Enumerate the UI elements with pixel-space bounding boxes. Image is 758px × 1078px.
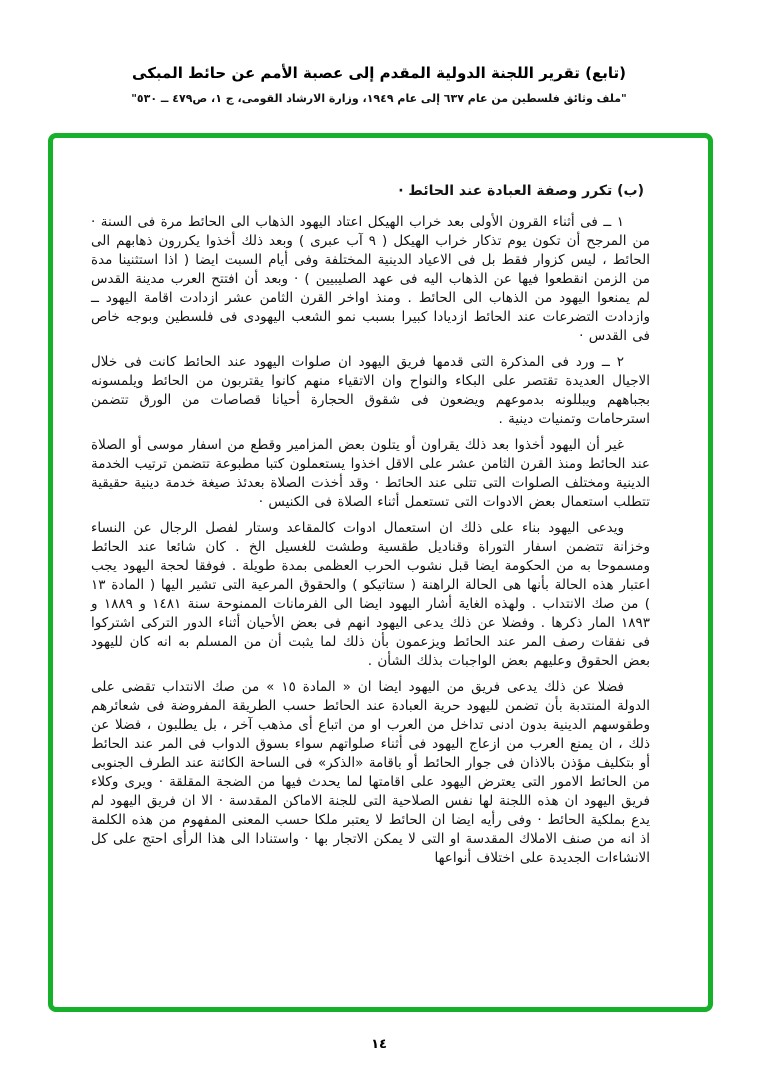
body-paragraph-5: فضلا عن ذلك يدعى فريق من اليهود ايضا ان « المادة ١٥ » من صك الانتداب تقضى على الدولة المنتدبة بأن تضمن لليهود حرية العبادة عند الحائط حسب الطريقة المفروضة فى شعائرهم وطقوسهم الدينية بدون ادنى تداخل من العرب او من اتباع أى مذهب آخر ، بل يطلبون ، فضلا عن ذلك ، ان يمنع العرب من ازعاج اليهود فى أثناء صلواتهم سواء بسوق الدواب فى المر عند الحائط أو بتكليف مؤذن بالاذان فى جوار الحائط أو باقامة «الذكر» فى الساحة الكائنة عند الطرف الجنوبى من الحائط الامور التى يعترض اليهود على اقامتها لما يحدث فيها من الضجة المقلقة · ويرى وكلاء فريق اليهود ان هذه اللجنة لها نفس الصلاحية التى للجنة الاماكن المقدسة · الا ان فريق اليهود لم يدع بملكية الحائط · وفى رأيه ايضا ان الحائط لا يعتبر ملكا حسب المعنى المفهوم من هذه الكلمة اذ انه من صنف الاملاك المقدسة او التى لا يمكن الاتجار بها · واستنادا الى هذا الرأى احتج على كل الانشاءات الجديدة على اختلاف أنواعها	[91, 679, 650, 866]
section-heading: (ب) تكرر وصفة العبادة عند الحائط ·	[398, 183, 644, 199]
document-source-line: "ملف وثائق فلسطين من عام ٦٣٧ إلى عام ١٩٤٩، وزارة الارشاد القومى، ج ١، ص٤٧٩ ــ ٥٣٠"	[131, 92, 627, 105]
page-number: ١٤	[371, 1037, 387, 1052]
page-header	[0, 64, 758, 105]
body-paragraph-3: غير أن اليهود أخذوا بعد ذلك يقراون أو يتلون بعض المزامير وقطع من اسفار موسى أو الصلاة عند الحائط ومنذ القرن الثامن عشر على الاقل اخذوا يستعملون كتبا مطبوعة تتضمن ترتيب الخدمة الدينية ومختلف الصلوات التى تتلى عند الحائط · وقد أخذت الصلاة بعدئذ صيغة خدمة دينية حقيقية تتطلب استعمال بعض الادوات التى تستعمل أثناء الصلاة فى الكنيس ·	[91, 437, 650, 510]
document-title: (تابع) تقرير اللجنة الدولية المقدم إلى عصبة الأمم عن حائط المبكى	[132, 64, 626, 82]
body-paragraph-4: ويدعى اليهود بناء على ذلك ان استعمال ادوات كالمقاعد وستار لفصل الرجال عن النساء وخزانة تتضمن اسفار التوراة وقناديل طقسية وطشت للغسيل الخ . كان شائعا عند الحائط ومسموحا به من الحكومة ايضا قبل نشوب الحرب العظمى بمدة طويلة . فوفقا لحجة اليهود يجب اعتبار هذه الحالة بأنها هى الحالة الراهنة ( ستاتيكو ) والحقوق المرعية التى تشير اليها ( المادة ١٣ ) من صك الانتداب . ولهذه الغاية أشار اليهود ايضا الى الفرمانات الممنوحة سنة ١٤٨١ و ١٨٨٩ و ١٨٩٣ المار ذكرها . وفضلا عن ذلك يدعى اليهود انهم فى بعض الأحيان أثناء الدور التركى اشتركوا فى نفقات رصف المر عند الحائط ويزعمون بأن ذلك لما يثبت أن من المسلم به انه كان لليهود بعض الحقوق وعليهم بعض الواجبات بذلك الشأن .	[91, 520, 651, 669]
content-box	[48, 133, 713, 1012]
body-text	[91, 182, 650, 875]
body-paragraph-1: ١ ــ فى أثناء القرون الأولى بعد خراب الهيكل اعتاد اليهود الذهاب الى الحائط مرة فى السنة · من المرجح أن تكون يوم تذكار خراب الهيكل ( ٩ آب عبرى ) وبعد ذلك أخذوا يكررون ذهابهم الى الحائط ، ليس كزوار فقط بل فى الاعياد الدينية المختلفة وفى أيام السبت ايضا ( اذا استثنينا مدة من الزمن انقطعوا فيها عن الذهاب اليه فى عهد الصليبيين ) · وبعد أن افتتح العرب مدينة القدس لم يمنعوا اليهود من الذهاب الى الحائط . ومنذ اواخر القرن الثامن عشر ازدادت اقامة اليهود ــ وازدادت التضرعات عند الحائط ازديادا كبيرا بسبب نمو الشعب اليهودى فى فلسطين وبوجه خاص فى القدس ·	[91, 214, 650, 344]
body-paragraph-2: ٢ ــ ورد فى المذكرة التى قدمها فريق اليهود ان صلوات اليهود عند الحائط كانت فى خلال الاجيال العديدة تقتصر على البكاء والنواح وان الاتقياء منهم كانوا يقتربون من الحائط ويلمسونه بجباههم ويبللونه بدموعهم ويضعون فى شقوق الحجارة أحيانا قصاصات من الورق تتضمن استرحامات وتمنيات دينية .	[91, 354, 650, 427]
